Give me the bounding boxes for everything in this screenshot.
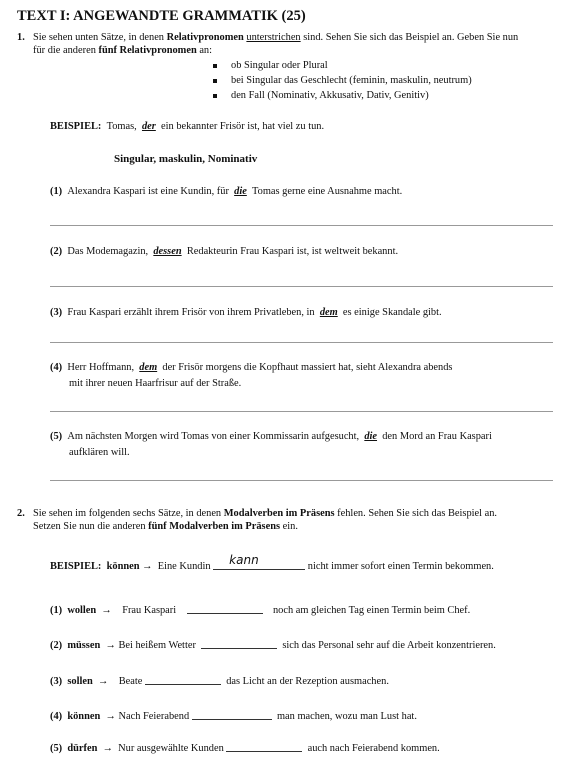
intro-text: ein. — [280, 521, 298, 532]
item-text: es einige Skandale gibt. — [342, 307, 442, 318]
bullet-icon — [213, 64, 217, 68]
modal-verb: müssen — [67, 640, 101, 651]
example-text: nicht immer sofort einen Termin bekommen. — [307, 561, 494, 572]
answer-line[interactable] — [50, 411, 553, 412]
item-text: Alexandra Kaspari ist eine Kundin, für — [67, 186, 229, 197]
answer-line[interactable] — [50, 286, 553, 287]
item-text: sich das Personal sehr auf die Arbeit konzentrieren. — [282, 640, 496, 651]
modal-item-2 — [50, 638, 496, 653]
item-number: (5) — [50, 431, 63, 442]
modal-item-1 — [50, 603, 470, 618]
relativ-item-2 — [50, 245, 398, 259]
intro-text: fehlen. Sehen Sie sich das Beispiel an. — [334, 508, 498, 519]
relative-pronoun: die — [364, 431, 378, 442]
intro-text: Sie sehen unten Sätze, in denen — [33, 32, 167, 43]
item-text: Tomas gerne eine Ausnahme macht. — [252, 186, 403, 197]
answer-line[interactable] — [50, 480, 553, 481]
relativ-item-5-line2: aufklären will. — [69, 447, 130, 458]
item-text: Nur ausgewählte Kunden — [118, 743, 224, 754]
answer-blank[interactable] — [187, 603, 263, 614]
item-text: das Licht an der Rezeption ausmachen. — [226, 676, 389, 687]
item-number: (1) — [50, 605, 63, 616]
intro-text: für die anderen — [33, 45, 99, 56]
item-text: Frau Kaspari erzählt ihrem Frisör von ihrem Privatleben, in — [67, 307, 315, 318]
intro-text: Setzen Sie nun die anderen — [33, 521, 149, 532]
item-text: Frau Kaspari — [122, 605, 177, 616]
relativ-item-5 — [50, 430, 492, 444]
answer-blank[interactable] — [201, 638, 277, 649]
arrow-icon: → — [105, 711, 116, 722]
item-text: der Frisör morgens die Kopfhaut massiert hat, sieht Alexandra abends — [162, 362, 453, 373]
item-number: (2) — [50, 246, 63, 257]
relative-pronoun: dem — [139, 362, 158, 373]
intro-bold: Modalverben im Präsens — [223, 508, 335, 519]
intro-text: Sie sehen im folgenden sechs Sätze, in denen — [33, 508, 224, 519]
arrow-icon: → — [105, 640, 116, 651]
relative-pronoun: dem — [319, 307, 338, 318]
item-text: den Mord an Frau Kaspari — [382, 431, 492, 442]
bullet-item: den Fall (Nominativ, Akkusativ, Dativ, Genitiv) — [231, 90, 429, 101]
example-text: Tomas, — [106, 121, 137, 132]
item-text: Beate — [118, 676, 143, 687]
item-number: (5) — [50, 743, 63, 754]
modal-item-4 — [50, 709, 417, 724]
example-answer: kann — [229, 553, 259, 568]
modal-verb: können — [67, 711, 101, 722]
example-label: BEISPIEL: — [50, 561, 102, 572]
intro-underlined: unterstrichen — [246, 32, 301, 43]
item-text: noch am gleichen Tag einen Termin beim Chef. — [272, 605, 471, 616]
item-text: Das Modemagazin, — [67, 246, 149, 257]
intro-bold: fünf Modalverben im Präsens — [148, 521, 281, 532]
relativ-item-4-line2: mit ihrer neuen Haarfrisur auf der Straße. — [69, 378, 242, 389]
item-number: (1) — [50, 186, 63, 197]
item-number: (3) — [50, 307, 63, 318]
example-2 — [50, 553, 494, 574]
section1-intro-line1 — [33, 31, 518, 45]
section1-intro-line2 — [33, 44, 212, 58]
arrow-icon: → — [142, 561, 153, 572]
item-text: Herr Hoffmann, — [67, 362, 135, 373]
item-text: Am nächsten Morgen wird Tomas von einer Kommissarin aufgesucht, — [67, 431, 360, 442]
modal-verb: sollen — [67, 676, 93, 687]
section1-number: 1. — [17, 32, 25, 43]
example-1-answer: Singular, maskulin, Nominativ — [114, 153, 258, 165]
relativ-item-1 — [50, 185, 402, 199]
modal-verb: wollen — [67, 605, 97, 616]
item-number: (4) — [50, 711, 63, 722]
arrow-icon: → — [97, 676, 109, 687]
modal-verb: dürfen — [67, 743, 98, 754]
item-text: Bei heißem Wetter — [118, 640, 196, 651]
intro-text: sind. Sehen Sie sich das Beispiel an. Geben Sie nun — [300, 32, 519, 43]
example-answer-blank — [213, 553, 305, 570]
relative-pronoun: die — [234, 186, 247, 197]
answer-line[interactable] — [50, 225, 553, 226]
answer-line[interactable] — [50, 342, 553, 343]
section2-intro-line2 — [33, 520, 298, 534]
arrow-icon: → — [101, 605, 112, 616]
intro-text: an: — [196, 45, 213, 56]
bullet-item: ob Singular oder Plural — [231, 60, 328, 71]
intro-bold: Relativpronomen — [166, 32, 244, 43]
bullet-icon — [213, 79, 217, 83]
relativ-item-4 — [50, 361, 452, 375]
relative-pronoun: der — [141, 121, 156, 132]
arrow-icon: → — [102, 743, 113, 754]
modal-item-3 — [50, 674, 389, 689]
section2-number: 2. — [17, 508, 25, 519]
item-number: (4) — [50, 362, 63, 373]
answer-blank[interactable] — [192, 709, 272, 720]
example-text: Eine Kundin — [157, 561, 211, 572]
modal-item-5 — [50, 741, 440, 756]
section2-intro-line1 — [33, 507, 497, 521]
answer-blank[interactable] — [226, 741, 302, 752]
intro-bold: fünf Relativpronomen — [98, 45, 197, 56]
item-text: man machen, wozu man Lust hat. — [276, 711, 417, 722]
item-number: (2) — [50, 640, 63, 651]
item-text: Nach Feierabend — [118, 711, 190, 722]
bullet-item: bei Singular das Geschlecht (feminin, maskulin, neutrum) — [231, 75, 472, 86]
page-title: TEXT I: ANGEWANDTE GRAMMATIK (25) — [17, 8, 306, 24]
example-label: BEISPIEL: — [50, 121, 102, 132]
item-text: Redakteurin Frau Kaspari ist, ist weltweit bekannt. — [186, 246, 399, 257]
answer-blank[interactable] — [145, 674, 221, 685]
item-text: auch nach Feierabend kommen. — [307, 743, 440, 754]
example-text: ein bekannter Frisör ist, hat viel zu tun. — [161, 121, 325, 132]
modal-verb: können — [106, 561, 140, 572]
bullet-icon — [213, 94, 217, 98]
relative-pronoun: dessen — [153, 246, 182, 257]
relativ-item-3 — [50, 306, 442, 320]
example-1 — [50, 120, 324, 134]
item-number: (3) — [50, 676, 63, 687]
